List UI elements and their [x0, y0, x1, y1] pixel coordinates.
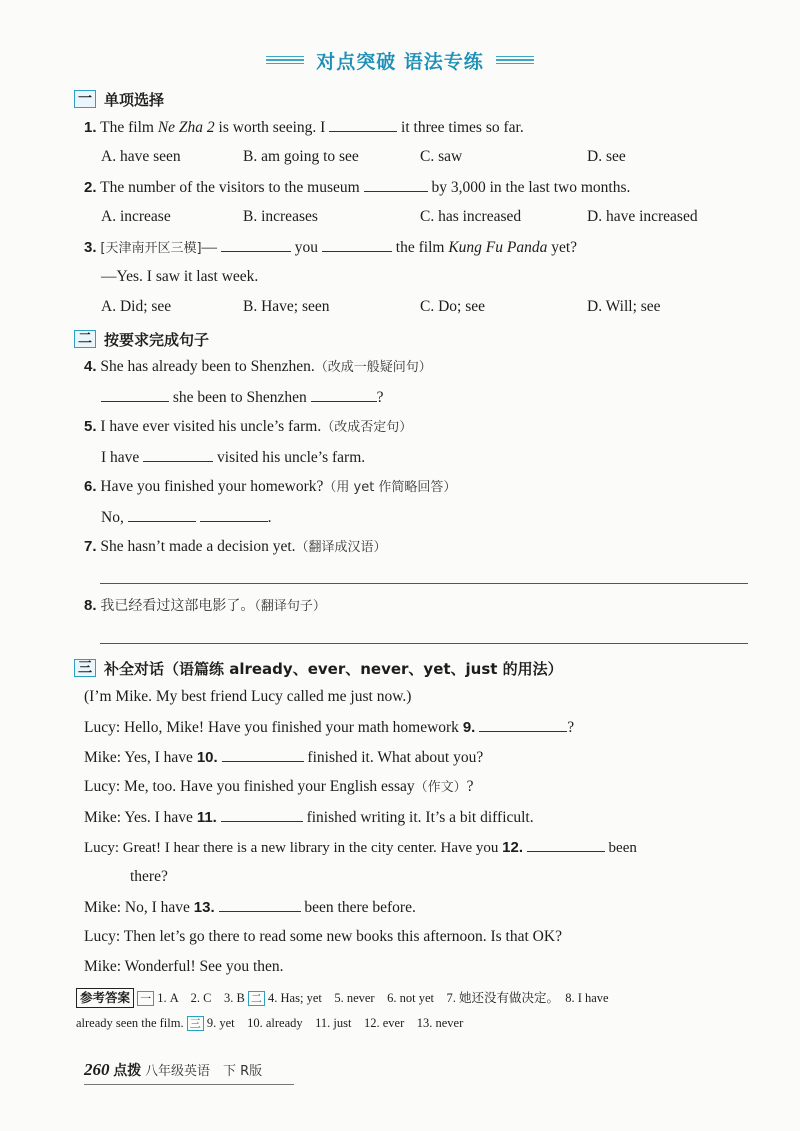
worksheet-page: 对点突破 语法专练 一 单项选择 1. The film Ne Zha 2 is worth seeing. I it three times so far. A. have seen B. am going to see C. saw D. see 2. The number of the visitors to the museum by 3,000 in the last two months. A. increase B. increases C. has increased D. have increased 3. [天津南开区三模]— you the film Kung Fu Panda yet? —Yes. I saw it last week. A. Did; see B. Have; seen C. Do; see D. Will; see 二 按要求完成句子 4. She has already been to Shenzhen.（改成一般疑问句） she been to Shenzhen ? 5. I have ever visited his uncle’s farm.（改成否定句） I have visited his uncle’s farm. 6. Have you finished your homework?（用 yet 作简略回答） No, . 7. She hasn’t made a decision yet.（翻译成汉语） 8. 我已经看过这部电影了。（翻译句子） 三 补全对话（语篇练 already、ever、never、yet、just 的用法） (I’m Mike. My best friend Lucy called me just now.) Lucy: Hello, Mike! Have you finished your math homework 9. ? Mike: Yes, I have 10. finished it. What about you? Lucy: Me, too. Have you finished your English essay（作文）? Mike: Yes. I have 11. finished writing it. It’s a bit difficult. Lucy: Great! I hear there is a new library in the city center. Have you 12. been there? Mike: No, I have 13. been there before. Lucy: Then let’s go there to read some new books this afternoon. Is that OK? Mike: Wonderful! See you then. 参考答案 一 1. A 2. C 3. B 二 4. Has; yet 5. never 6. not yet 7. 她还没有做决定。 8. I have already seen the film. 三 9. yet 10. already 11. just 12. ever 13. never 260 点拨 八年级英语 下 R版: [0, 0, 800, 1131]
q6: 6. Have you finished your homework?（用 yet 作简略回答）: [84, 478, 457, 495]
q3-option-b[interactable]: B. Have; seen: [243, 298, 330, 315]
page-number: 260: [84, 1060, 110, 1079]
dialog-line: Lucy: Then let’s go there to read some new books this afternoon. Is that OK?: [84, 928, 562, 945]
q1: 1. The film Ne Zha 2 is worth seeing. I it three times so far.: [84, 119, 524, 136]
footer-divider: [84, 1084, 294, 1085]
q2-option-d[interactable]: D. have increased: [587, 208, 698, 225]
q1-option-b[interactable]: B. am going to see: [243, 148, 359, 165]
q6-answer: No, .: [101, 509, 272, 526]
answer-blank[interactable]: [329, 117, 397, 132]
q8: 8. 我已经看过这部电影了。（翻译句子）: [84, 597, 326, 614]
answer-blank[interactable]: [479, 717, 567, 732]
q4: 4. She has already been to Shenzhen.（改成一般疑问句）: [84, 358, 432, 375]
section1-title: 单项选择: [104, 90, 165, 109]
brand: 点拨: [113, 1063, 142, 1079]
q2-option-b[interactable]: B. increases: [243, 208, 318, 225]
answer-blank[interactable]: [128, 507, 196, 522]
section3-mark: 三: [74, 659, 96, 677]
q1-option-c[interactable]: C. saw: [420, 148, 463, 165]
q5-answer: I have visited his uncle’s farm.: [101, 449, 366, 466]
q7: 7. She hasn’t made a decision yet.（翻译成汉语）: [84, 538, 387, 555]
dialog-line: Mike: Yes. I have 11. finished writing it. It’s a bit difficult.: [84, 809, 534, 826]
q2: 2. The number of the visitors to the museum by 3,000 in the last two months.: [84, 179, 631, 196]
section3-heading: [74, 657, 563, 679]
answer-blank[interactable]: [221, 237, 291, 252]
section3-title: 补全对话（语篇练 already、ever、never、yet、just 的用法）: [104, 659, 563, 678]
section2-heading: [74, 328, 209, 350]
section2-title: 按要求完成句子: [104, 330, 210, 349]
dialog-line: Mike: Yes, I have 10. finished it. What about you?: [84, 749, 484, 766]
answer-blank[interactable]: [311, 387, 377, 402]
answer-key-label: 参考答案: [76, 988, 134, 1008]
dialog-line: Lucy: Me, too. Have you finished your English essay（作文）?: [84, 778, 474, 795]
answer-blank[interactable]: [322, 237, 392, 252]
dialog-line-cont: there?: [130, 868, 168, 885]
source-tag: [天津南开区三模]: [100, 241, 202, 256]
q4-answer: she been to Shenzhen ?: [101, 387, 384, 408]
q3-option-a[interactable]: A. Did; see: [101, 298, 172, 315]
header: [0, 46, 800, 74]
q1-option-a[interactable]: A. have seen: [101, 148, 181, 165]
q3-option-c[interactable]: C. Do; see: [420, 298, 486, 315]
title-deco-left: [266, 56, 304, 64]
dialog-line: Lucy: Great! I hear there is a new library in the city center. Have you 12. been: [84, 839, 637, 856]
answer-blank[interactable]: [364, 177, 428, 192]
q2-option-a[interactable]: A. increase: [101, 208, 171, 225]
footer: [84, 1060, 262, 1080]
answer-blank[interactable]: [221, 807, 303, 822]
q1-option-d[interactable]: D. see: [587, 148, 626, 165]
answer-blank[interactable]: [219, 897, 301, 912]
q5: 5. I have ever visited his uncle’s farm.（改成否定句）: [84, 418, 413, 435]
answer-blank[interactable]: [200, 507, 268, 522]
dialog-line: Lucy: Hello, Mike! Have you finished your math homework 9. ?: [84, 719, 575, 736]
answer-blank[interactable]: [527, 837, 605, 852]
answer-blank[interactable]: [101, 387, 169, 402]
dialog-line: Mike: No, I have 13. been there before.: [84, 899, 416, 916]
page-title: 对点突破 语法专练: [316, 50, 484, 73]
q2-option-c[interactable]: C. has increased: [420, 208, 522, 225]
dialog-intro: (I’m Mike. My best friend Lucy called me just now.): [84, 688, 412, 705]
section2-mark: 二: [74, 330, 96, 348]
title-deco-right: [496, 56, 534, 64]
q3-reply: —Yes. I saw it last week.: [101, 268, 259, 285]
book-title: 八年级英语 下 R版: [145, 1064, 263, 1079]
dialog-line: Mike: Wonderful! See you then.: [84, 958, 284, 975]
q3: 3. [天津南开区三模]— you the film Kung Fu Panda yet?: [84, 239, 578, 256]
q8-answer-line[interactable]: [100, 643, 748, 644]
section1-mark: 一: [74, 90, 96, 108]
answer-blank[interactable]: [143, 447, 213, 462]
answer-blank[interactable]: [222, 747, 304, 762]
q7-answer-line[interactable]: [100, 583, 748, 584]
q3-option-d[interactable]: D. Will; see: [587, 298, 661, 315]
section1-heading: [74, 88, 164, 110]
